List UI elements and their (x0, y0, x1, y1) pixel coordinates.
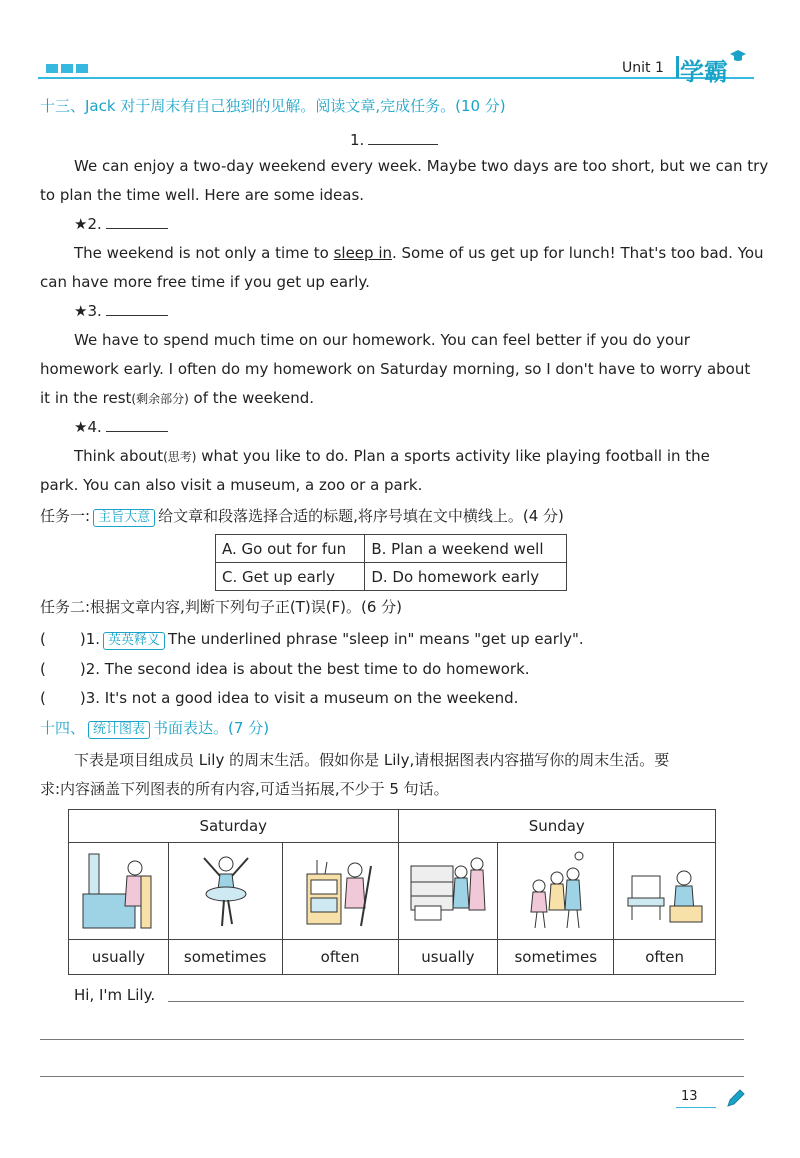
p4a-post: what you like to do. Plan a sports activity like playing football in the (196, 447, 710, 465)
q1-tag: 英英释义 (103, 632, 165, 650)
p3c-pre: it in the rest (40, 389, 132, 407)
picture-cell-4 (398, 843, 498, 940)
answer-paren-close: ) (79, 689, 86, 707)
section14-title (40, 718, 269, 739)
option-b: B. Plan a weekend well (365, 535, 567, 563)
paragraph-3-line-1: We have to spend much time on our homework. You can feel better if you do your (74, 331, 690, 349)
task1-instruction (40, 506, 564, 527)
option-a: A. Go out for fun (216, 535, 365, 563)
q1-text: The underlined phrase "sleep in" means "get up early". (168, 630, 584, 648)
picture-cell-1 (69, 843, 169, 940)
sweeping-floor-icon (297, 846, 383, 936)
frequency-6: often (614, 940, 716, 975)
footer-rule (676, 1107, 716, 1108)
frequency-1: usually (69, 940, 169, 975)
answer-paren-open: ( (40, 689, 46, 707)
blank-4-line (106, 417, 168, 432)
logo-bar (676, 56, 679, 78)
blank-2-line (106, 214, 168, 229)
gloss-note: (剩余部分) (131, 392, 189, 406)
heading-blank-4[interactable] (74, 417, 168, 437)
blank-1-label: 1. (350, 131, 365, 149)
picture-cell-5 (498, 843, 614, 940)
task1-prefix: 任务一: (40, 507, 91, 525)
section14-instruction-1: 下表是项目组成员 Lily 的周末生活。假如你是 Lily,请根据图表内容描写你的周末生活。要 (74, 751, 670, 769)
frequency-5: sometimes (498, 940, 614, 975)
paragraph-2-line-2: can have more free time if you get up early. (40, 273, 370, 291)
frequency-4: usually (398, 940, 498, 975)
picture-cell-2 (168, 843, 282, 940)
answer-paren-close: ) (79, 660, 86, 678)
underlined-phrase: sleep in (333, 244, 392, 262)
option-c: C. Get up early (216, 563, 365, 591)
pencil-icon (724, 1088, 746, 1110)
blank-2-label: ★2. (74, 215, 102, 233)
p2-text-pre: The weekend is not only a time to (74, 244, 334, 262)
q2-text: 2. The second idea is about the best time to do homework. (85, 660, 530, 678)
writing-line-2[interactable] (40, 1039, 744, 1040)
saturday-header: Saturday (69, 810, 399, 843)
answer-paren-open: ( (40, 630, 46, 648)
frequency-2: sometimes (168, 940, 282, 975)
section14-prefix: 十四、 (40, 719, 86, 737)
studying-at-computer-icon (75, 846, 161, 936)
page-number: 13 (681, 1089, 698, 1104)
task2-instruction: 任务二:根据文章内容,判断下列句子正(T)误(F)。(6 分) (40, 598, 403, 616)
paragraph-3-line-2: homework early. I often do my homework on Saturday morning, so I don't have to worry about (40, 360, 751, 378)
blank-3-line (106, 301, 168, 316)
blank-1-line (368, 130, 438, 145)
brand-logo: 学霸 (680, 58, 728, 86)
writing-line-1[interactable] (168, 1001, 744, 1002)
header-square-3 (76, 64, 88, 73)
p4a-pre: Think about (74, 447, 164, 465)
tf-question-3[interactable] (40, 688, 518, 708)
writing-start: Hi, I'm Lily. (74, 986, 156, 1004)
header-square-2 (61, 64, 73, 73)
paragraph-4-line-1 (74, 446, 710, 467)
blank-4-label: ★4. (74, 418, 102, 436)
section14-title-text: 书面表达。(7 分) (153, 719, 270, 737)
answer-paren-open: ( (40, 660, 46, 678)
heading-blank-2[interactable] (74, 214, 168, 234)
writing-line-3[interactable] (40, 1076, 744, 1077)
task1-text: 给文章和段落选择合适的标题,将序号填在文中横线上。(4 分) (158, 507, 564, 525)
unit-label: Unit 1 (622, 60, 664, 76)
p2-text-post: . Some of us get up for lunch! That's too bad. You (392, 244, 764, 262)
options-table (215, 534, 567, 591)
header-square-1 (46, 64, 58, 73)
paragraph-1-line-2: to plan the time well. Here are some ideas. (40, 186, 365, 204)
ballet-dancing-icon (182, 846, 268, 936)
walking-with-family-icon (513, 846, 599, 936)
blank-3-label: ★3. (74, 302, 102, 320)
paragraph-2-line-1 (74, 243, 764, 263)
tf-question-2[interactable] (40, 659, 530, 679)
picture-cell-3 (282, 843, 398, 940)
section13-title: 十三、Jack 对于周末有自己独到的见解。阅读文章,完成任务。(10 分) (40, 97, 506, 115)
graduation-cap-icon (728, 48, 748, 64)
title-blank[interactable] (350, 130, 438, 150)
paragraph-4-line-2: park. You can also visit a museum, a zoo or a park. (40, 476, 423, 494)
section14-instruction-2: 求:内容涵盖下列图表的所有内容,可适当拓展,不少于 5 句话。 (40, 780, 449, 798)
tf-question-1[interactable] (40, 629, 584, 650)
sunday-header: Sunday (398, 810, 715, 843)
p3c-post: of the weekend. (188, 389, 315, 407)
shopping-icon (405, 846, 491, 936)
gloss-note: (思考) (163, 450, 197, 464)
paragraph-1-line-1: We can enjoy a two-day weekend every week. Maybe two days are too short, but we can try (74, 157, 769, 175)
header-rule (38, 77, 754, 79)
weekend-table (68, 809, 716, 975)
heading-blank-3[interactable] (74, 301, 168, 321)
q3-text: 3. It's not a good idea to visit a museum on the weekend. (85, 689, 519, 707)
task1-tag: 主旨大意 (93, 509, 155, 527)
section14-tag: 统计图表 (88, 721, 150, 739)
q1-number: 1. (85, 630, 101, 648)
frequency-3: often (282, 940, 398, 975)
paragraph-3-line-3 (40, 388, 314, 409)
watching-tv-icon (622, 846, 708, 936)
option-d: D. Do homework early (365, 563, 567, 591)
picture-cell-6 (614, 843, 716, 940)
answer-paren-close: ) (79, 630, 86, 648)
